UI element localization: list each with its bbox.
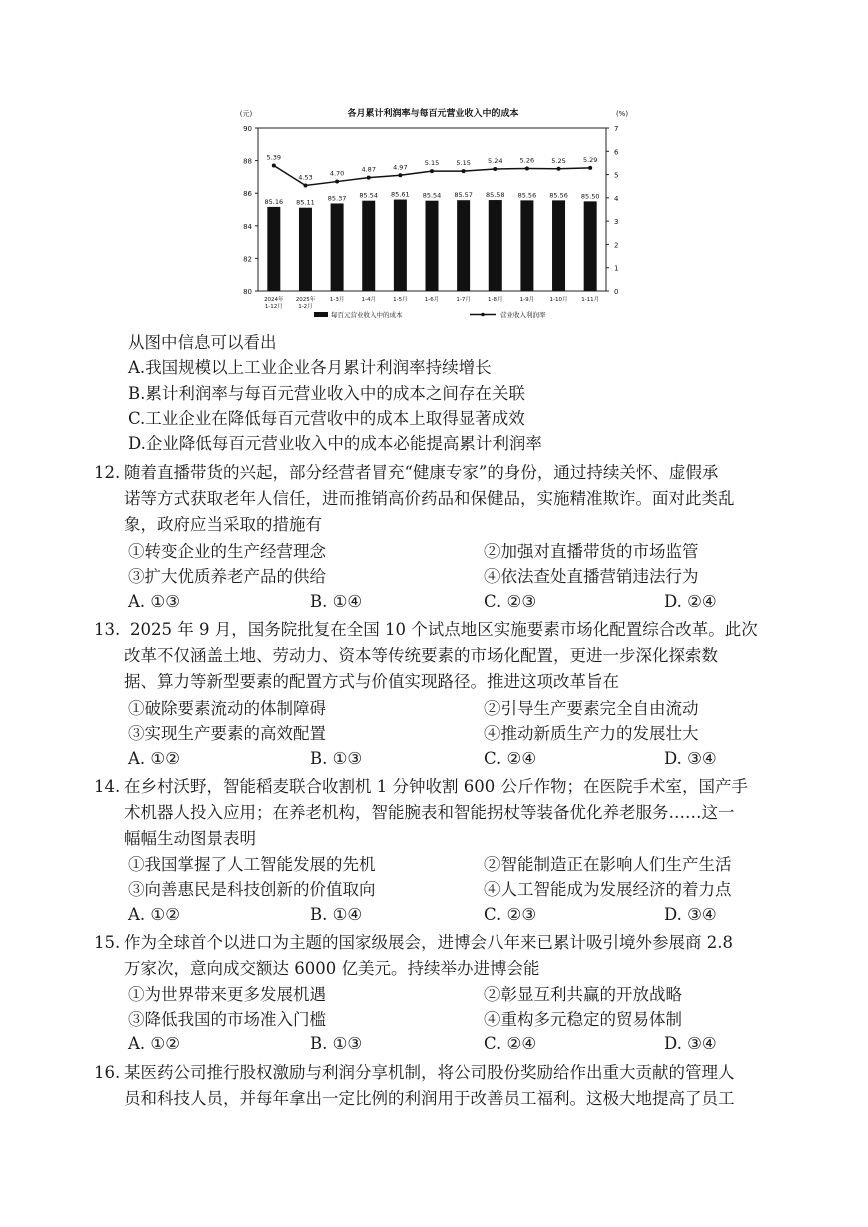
line-point	[493, 167, 497, 171]
line-series	[274, 165, 590, 185]
q12-choice-b: B. ①④	[310, 592, 363, 611]
q12-statement-1: ①转变企业的生产经营理念	[128, 542, 326, 561]
line-value-label: 4.53	[298, 173, 313, 182]
left-axis-tick-label: 82	[243, 255, 252, 264]
q13-statement-4: ④推动新质生产力的发展壮大	[484, 724, 699, 743]
bar	[520, 200, 533, 291]
q14-text-line: 术机器人投入应用；在养老机构，智能腕表和智能拐杖等装备优化养老服务……这一	[124, 803, 735, 822]
left-axis-tick-label: 90	[243, 125, 252, 133]
left-axis-tick-label: 86	[243, 190, 252, 199]
bar-value-label: 85.37	[327, 194, 347, 203]
bar	[362, 201, 375, 291]
line-value-label: 5.15	[424, 159, 440, 168]
q12-choice-a: A. ①③	[128, 592, 180, 611]
q12-text-line: 诺等方式获取老年人信任，进而推销高价药品和保健品，实施精准欺诈。面对此类乱	[124, 489, 735, 508]
legend-line-marker	[481, 313, 485, 317]
q14-choice-c: C. ②③	[484, 905, 537, 924]
q11-option-c: C.工业企业在降低每百元营收中的成本上取得显著成效	[128, 409, 525, 428]
q15-statement-1: ①为世界带来更多发展机遇	[128, 985, 326, 1004]
line-point	[430, 169, 434, 173]
chart-title: 各月累计利润率与每百元营业收入中的成本	[347, 109, 519, 119]
right-axis-tick-label: 3	[614, 218, 619, 227]
question-16-number: 16.	[94, 1063, 121, 1082]
line-value-label: 5.24	[488, 156, 503, 165]
bar	[426, 201, 439, 291]
question-14-number: 14.	[94, 777, 121, 796]
line-point	[588, 166, 592, 170]
chart-svg	[238, 104, 628, 326]
q13-statement-3: ③实现生产要素的高效配置	[128, 724, 326, 743]
line-point	[335, 180, 339, 184]
left-axis-tick-label: 88	[243, 157, 252, 166]
question-11-stem: 从图中信息可以看出	[128, 333, 277, 352]
q15-statement-2: ②彰显互利共赢的开放战略	[484, 985, 682, 1004]
q13-choice-c: C. ②④	[484, 749, 537, 768]
left-axis-tick-label: 80	[243, 288, 252, 296]
left-axis-unit: (元)	[239, 110, 253, 118]
line-value-label: 5.39	[266, 153, 282, 162]
q15-statement-4: ④重构多元稳定的贸易体制	[484, 1010, 682, 1029]
q12-text-line: 象，政府应当采取的措施有	[124, 515, 322, 534]
bar-value-label: 85.54	[359, 191, 379, 200]
question-13-number: 13.	[94, 620, 121, 639]
q12-text-line: 随着直播带货的兴起，部分经营者冒充“健康专家”的身份，通过持续关怀、虚假承	[124, 463, 719, 482]
line-value-label: 4.70	[329, 169, 345, 178]
bar	[299, 208, 312, 291]
q14-choice-d: D. ③④	[664, 905, 717, 924]
q11-option-a: A.我国规模以上工业企业各月累计利润率持续增长	[128, 358, 492, 377]
category-label: 1-10月	[549, 297, 568, 303]
q14-statement-2: ②智能制造正在影响人们生产生活	[484, 855, 732, 874]
bar-value-label: 85.57	[454, 191, 473, 200]
bar	[552, 200, 565, 291]
q14-statement-3: ③向善惠民是科技创新的价值取向	[128, 880, 376, 899]
q15-choice-a: A. ①②	[128, 1034, 180, 1053]
q12-statement-2: ②加强对直播带货的市场监管	[484, 542, 699, 561]
q15-text-line: 万家次，意向成交额达 6000 亿美元。持续举办进博会能	[124, 959, 540, 978]
q15-statement-3: ③降低我国的市场准入门槛	[128, 1010, 326, 1029]
line-value-label: 5.25	[551, 156, 566, 165]
q11-option-d: D.企业降低每百元营业收入中的成本必能提高累计利润率	[128, 434, 542, 453]
q14-text-line: 在乡村沃野，智能稻麦联合收割机 1 分钟收割 600 公斤作物；在医院手术室，国产手	[124, 777, 748, 796]
category-label: 1-5月	[393, 297, 408, 303]
line-value-label: 5.15	[456, 159, 471, 168]
q14-choice-a: A. ①②	[128, 905, 180, 924]
q14-text-line: 幅幅生动图景表明	[124, 829, 256, 848]
bar-value-label: 85.50	[580, 192, 600, 201]
category-label: 1-8月	[488, 297, 503, 303]
legend-bar-label: 每百元营业收入中的成本	[331, 311, 403, 319]
category-label: 1-3月	[329, 297, 345, 303]
right-axis-tick-label: 6	[614, 148, 619, 157]
line-value-label: 5.29	[582, 155, 598, 164]
line-point	[272, 163, 276, 167]
q12-statement-4: ④依法查处直播营销违法行为	[484, 567, 699, 586]
question-12-number: 12.	[94, 463, 121, 482]
category-label: 2024年	[264, 297, 284, 303]
q15-choice-b: B. ①③	[310, 1034, 363, 1053]
q13-statement-2: ②引导生产要素完全自由流动	[484, 699, 699, 718]
right-axis-tick-label: 4	[614, 194, 619, 203]
q16-text-line: 某医药公司推行股权激励与利润分享机制，将公司股份奖励给作出重大贡献的管理人	[124, 1063, 735, 1082]
category-label: 1-2月	[298, 304, 313, 310]
q13-text-line: 2025 年 9 月，国务院批复在全国 10 个试点地区实施要素市场化配置综合改革。此次	[130, 620, 758, 639]
legend-line-label: 营业收入利润率	[500, 311, 546, 319]
line-point	[557, 167, 561, 171]
q13-statement-1: ①破除要素流动的体制障碍	[128, 699, 326, 718]
bar	[584, 201, 597, 291]
q15-text-line: 作为全球首个以进口为主题的国家级展会，进博会八年来已累计吸引境外参展商 2.8	[124, 933, 733, 952]
q11-option-b: B.累计利润率与每百元营业收入中的成本之间存在关联	[128, 384, 525, 403]
bar	[394, 200, 407, 291]
line-value-label: 4.87	[361, 165, 376, 174]
line-value-label: 4.97	[393, 163, 408, 172]
category-label: 1-4月	[361, 297, 376, 303]
bar	[331, 203, 344, 291]
bar	[489, 200, 502, 291]
right-axis-tick-label: 0	[614, 288, 619, 296]
q13-text-line: 改革不仅涵盖土地、劳动力、资本等传统要素的市场化配置，更进一步深化探索数	[124, 646, 718, 665]
right-axis-tick-label: 1	[614, 264, 619, 273]
q12-statement-3: ③扩大优质养老产品的供给	[128, 567, 326, 586]
right-axis-tick-label: 2	[614, 241, 619, 250]
bar-value-label: 85.61	[391, 190, 410, 199]
q12-choice-c: C. ②③	[484, 592, 537, 611]
line-point	[525, 167, 529, 171]
line-point	[303, 184, 307, 188]
line-point	[398, 173, 402, 177]
category-label: 1-12月	[264, 304, 283, 310]
bar-value-label: 85.58	[485, 191, 505, 200]
bar-value-label: 85.56	[517, 191, 537, 200]
q14-choice-b: B. ①④	[310, 905, 363, 924]
bar-value-label: 85.16	[264, 197, 284, 206]
bar	[267, 207, 280, 291]
q15-choice-d: D. ③④	[664, 1034, 717, 1053]
q12-choice-d: D. ②④	[664, 592, 717, 611]
line-value-label: 5.26	[519, 156, 535, 165]
q15-choice-c: C. ②④	[484, 1034, 537, 1053]
bar-value-label: 85.11	[296, 198, 315, 207]
q13-choice-d: D. ③④	[664, 749, 717, 768]
q13-choice-a: A. ①②	[128, 749, 180, 768]
question-15-number: 15.	[94, 933, 121, 952]
category-label: 1-9月	[519, 297, 535, 303]
q16-text-line: 员和科技人员，并每年拿出一定比例的利润用于改善员工福利。这极大地提高了员工	[124, 1089, 735, 1108]
legend-bar-swatch	[314, 312, 328, 317]
left-axis-tick-label: 84	[243, 222, 252, 231]
q13-text-line: 据、算力等新型要素的配置方式与价值实现路径。推进这项改革旨在	[124, 672, 619, 691]
right-axis-unit: (%)	[615, 110, 628, 118]
category-label: 1-11月	[581, 297, 600, 303]
line-point	[462, 169, 466, 173]
line-point	[367, 176, 371, 180]
bar-value-label: 85.54	[422, 191, 442, 200]
category-label: 1-6月	[424, 297, 440, 303]
chart	[238, 104, 628, 326]
right-axis-tick-label: 7	[614, 125, 619, 133]
category-label: 2025年	[295, 297, 316, 303]
q14-statement-1: ①我国掌握了人工智能发展的先机	[128, 855, 376, 874]
right-axis-tick-label: 5	[614, 171, 619, 180]
q14-statement-4: ④人工智能成为发展经济的着力点	[484, 880, 732, 899]
bar-value-label: 85.56	[549, 191, 568, 200]
category-label: 1-7月	[456, 297, 471, 303]
bar	[457, 200, 470, 291]
q13-choice-b: B. ①③	[310, 749, 363, 768]
